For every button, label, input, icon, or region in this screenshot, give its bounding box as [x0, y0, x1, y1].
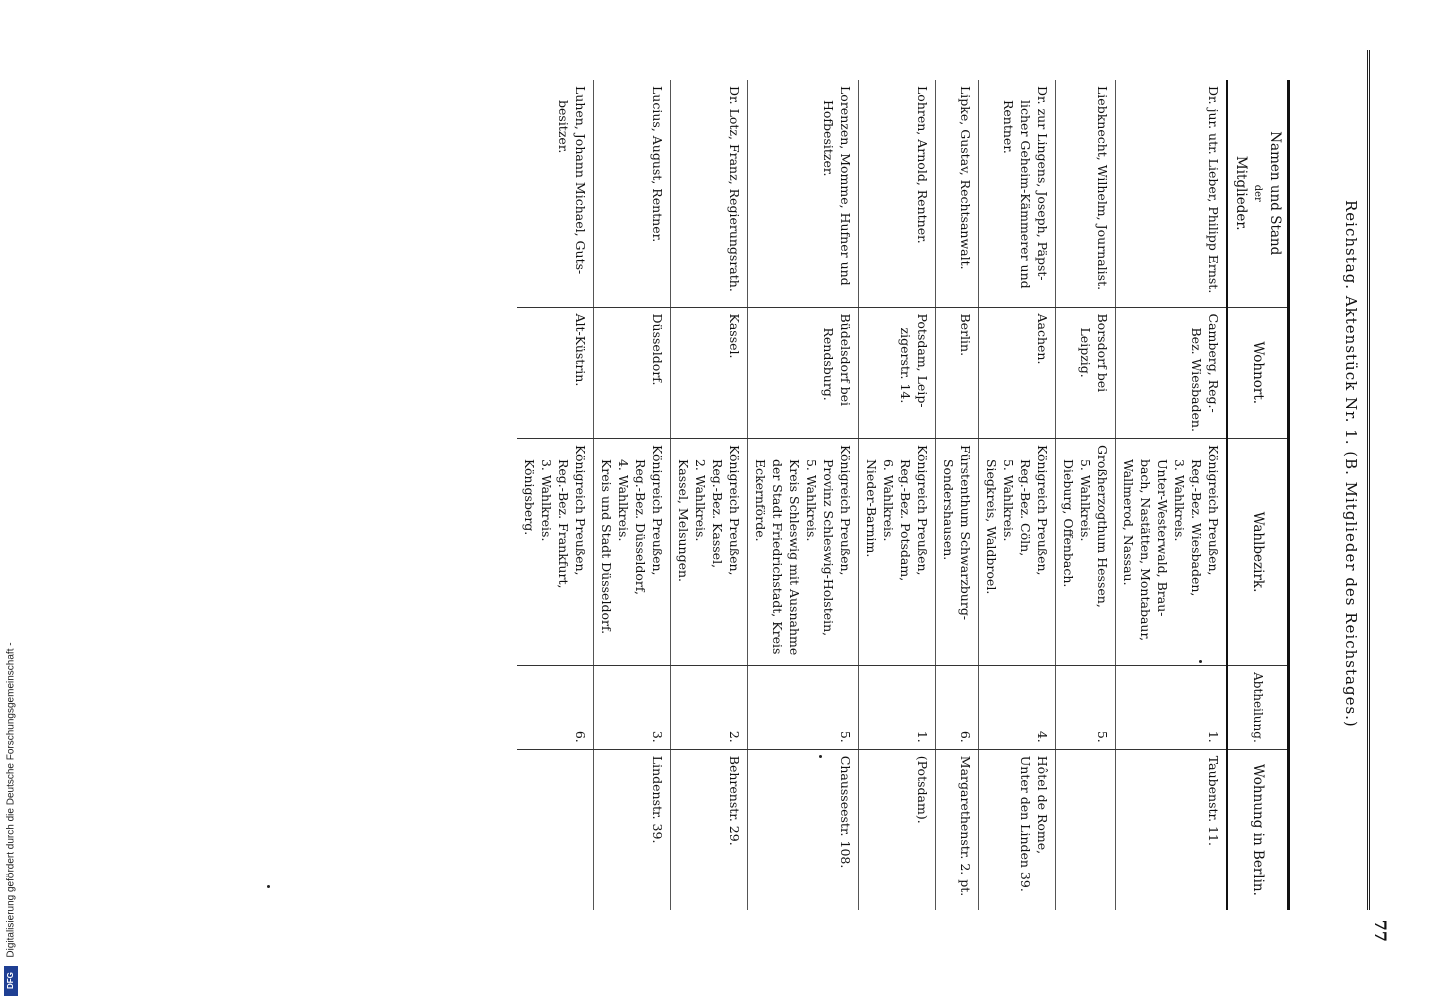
member-district [517, 438, 594, 665]
member-place-line: Büdelsdorf bei [838, 313, 853, 407]
member-place-line: Leipzig. [1078, 327, 1093, 378]
member-district-line: Sondershausen. [941, 458, 956, 561]
member-place-line: Aachen. [1035, 313, 1050, 365]
member-place [748, 307, 859, 438]
member-district-line: Königreich Preußen, [915, 444, 930, 576]
member-name [936, 80, 979, 307]
member-place-line: Potsdam, Leip- [915, 313, 930, 408]
table-row [1056, 80, 1116, 910]
member-place-line: Berlin. [958, 313, 973, 357]
member-district-line: Königreich Preußen, [1206, 444, 1221, 576]
member-name-line: besitzer. [556, 100, 571, 154]
table-row [936, 80, 979, 910]
member-berlin-address [1056, 749, 1116, 910]
member-name-line: Luhen, Johann Michael, Guts- [573, 86, 588, 275]
page-number: 77 [1371, 919, 1390, 942]
member-name-line: licher Geheim-Kämmerer und [1018, 100, 1033, 289]
member-division: 5. [1056, 666, 1116, 750]
member-name [859, 80, 936, 307]
header-name-line: der [1252, 184, 1263, 202]
member-division: 1. [859, 666, 936, 750]
member-berlin-address-line: Unter den Linden 39. [1018, 755, 1033, 892]
header-district: Wahlbezirk. [1227, 438, 1289, 665]
table-body [517, 80, 1227, 910]
member-district-line: Königreich Preußen, [573, 444, 588, 576]
member-division: 2. [671, 666, 748, 750]
member-name-line: Lohren, Arnold, Rentner. [915, 86, 930, 244]
member-place-line: Bez. Wiesbaden. [1189, 327, 1204, 432]
member-district-line: 5. Wahlkreis. [1078, 458, 1093, 542]
member-district-line: 3. Wahlkreis. [539, 458, 554, 542]
member-berlin-address-line: Lindenstr. 39. [650, 755, 665, 844]
member-place [517, 307, 594, 438]
table-row [594, 80, 671, 910]
member-division: 5. [748, 666, 859, 750]
member-place-line: zigerstr. 14. [898, 327, 913, 404]
member-district-line: der Stadt Friedrichstadt, Kreis [770, 458, 785, 655]
member-division: 3. [594, 666, 671, 750]
member-division: 4. [979, 666, 1056, 750]
member-district-line: Reg.-Bez. Potsdam, [898, 458, 913, 582]
member-district-line: Reg.-Bez. Cöln, [1018, 458, 1033, 557]
table-row [979, 80, 1056, 910]
member-district-line: Dieburg, Offenbach. [1061, 458, 1076, 588]
member-name [517, 80, 594, 307]
members-table [517, 80, 1290, 910]
member-district-line: Nieder-Barnim. [864, 458, 879, 558]
member-place-line: Camberg, Reg.- [1206, 313, 1221, 413]
member-place [936, 307, 979, 438]
member-place [594, 307, 671, 438]
member-name-line: Hofbesitzer. [821, 100, 836, 177]
member-district-line: Provinz Schleswig-Holstein, [821, 458, 836, 637]
member-district-line: 4. Wahlkreis. [616, 458, 631, 542]
member-district [936, 438, 979, 665]
table-row [748, 80, 859, 910]
member-district-line: Reg.-Bez. Kassel, [710, 458, 725, 569]
top-rule [1367, 50, 1370, 910]
print-speck [267, 885, 270, 888]
member-district-line: Wallmerod, Nassau. [1121, 458, 1136, 586]
member-district [594, 438, 671, 665]
member-district-line: Königsberg. [522, 458, 537, 536]
member-place-line: Alt-Küstrin. [573, 313, 588, 387]
header-row [1227, 80, 1289, 910]
member-berlin-address-line: (Potsdam). [915, 755, 930, 824]
header-division: Abtheilung. [1227, 666, 1289, 750]
member-district-line: Kreis Schleswig mit Ausnahme [787, 458, 802, 656]
member-berlin-address [859, 749, 936, 910]
member-berlin-address [594, 749, 671, 910]
member-district [671, 438, 748, 665]
member-name [594, 80, 671, 307]
dfg-logo: DFG [4, 966, 18, 996]
member-district [748, 438, 859, 665]
member-berlin-address [517, 749, 594, 910]
member-name-line: Lorenzen, Momme, Hufner und [838, 86, 853, 286]
member-district-line: Unter-Westerwald, Brau- [1155, 458, 1170, 617]
member-district-line: 2. Wahlkreis. [693, 458, 708, 542]
table-row [859, 80, 936, 910]
member-district-line: Reg.-Bez. Wiesbaden, [1189, 458, 1204, 597]
member-district-line: Königreich Preußen, [650, 444, 665, 576]
member-division: 1. [1116, 666, 1228, 750]
member-place-line: Borsdorf bei [1095, 313, 1110, 393]
member-name-line: Rentner. [1001, 100, 1016, 154]
member-district-line: 3. Wahlkreis. [1172, 458, 1187, 542]
member-place-line: Kassel. [727, 313, 742, 359]
member-district-line: Kreis und Stadt Düsseldorf. [599, 458, 614, 635]
member-district [979, 438, 1056, 665]
member-district-line: bach, Nastätten, Montabaur, [1138, 458, 1153, 642]
member-berlin-address-line: Chausseestr. 108. [838, 755, 853, 869]
table-row [1116, 80, 1228, 910]
header-berlin: Wohnung in Berlin. [1227, 749, 1289, 910]
member-district-line: Großherzogthum Hessen, [1095, 444, 1110, 608]
print-speck [1199, 660, 1202, 663]
member-district-line: 5. Wahlkreis. [804, 458, 819, 542]
member-district-line: Königreich Preußen, [727, 444, 742, 576]
member-place [1056, 307, 1116, 438]
member-berlin-address [671, 749, 748, 910]
print-speck [819, 755, 822, 758]
member-name [979, 80, 1056, 307]
member-berlin-address [979, 749, 1056, 910]
digitization-strip [0, 0, 22, 1000]
member-name-line: Lucius, August, Rentner. [650, 86, 665, 243]
member-district-line: Königreich Preußen, [1035, 444, 1050, 576]
member-name [1056, 80, 1116, 307]
member-division: 6. [936, 666, 979, 750]
member-division: 6. [517, 666, 594, 750]
member-name-line: Lipke, Gustav, Rechtsanwalt. [958, 86, 973, 270]
header-name-line: Mitglieder. [1233, 155, 1249, 231]
table-row [517, 80, 594, 910]
member-name-line: Dr. jur. utr. Lieber, Philipp Ernst. [1206, 86, 1221, 294]
member-district [1056, 438, 1116, 665]
digitization-note: Digitalisierung gefördert durch die Deutsche Forschungsgemeinschaft - [5, 642, 17, 958]
member-place [671, 307, 748, 438]
member-name [1116, 80, 1228, 307]
header-name-line: Namen und Stand [1267, 131, 1283, 256]
member-place [1116, 307, 1228, 438]
member-berlin-address-line: Margarethenstr. 2. pt. [958, 755, 973, 897]
member-berlin-address [748, 749, 859, 910]
member-district-line: Kassel, Melsungen. [676, 458, 691, 583]
member-district [859, 438, 936, 665]
member-berlin-address [1116, 749, 1228, 910]
member-berlin-address-line: Taubenstr. 11. [1206, 755, 1221, 846]
member-district-line: Siegkreis, Waldbroel. [984, 458, 999, 595]
member-district-line: Reg.-Bez. Düsseldorf, [633, 458, 648, 596]
running-head: Reichstag. Aktenstück Nr. 1. (B. Mitglieder des Reichstages.) [1342, 200, 1360, 728]
member-district [1116, 438, 1228, 665]
header-place: Wohnort. [1227, 307, 1289, 438]
member-district-line: Eckernförde. [753, 458, 768, 542]
member-district-line: Königreich Preußen, [838, 444, 853, 576]
member-district-line: Fürstenthum Schwarzburg- [958, 444, 973, 621]
member-place [979, 307, 1056, 438]
member-place-line: Düsseldorf. [650, 313, 665, 386]
document-page [80, 50, 1390, 950]
member-name-line: Dr. zur Lingens, Joseph, Päpst- [1035, 86, 1050, 281]
table-row [671, 80, 748, 910]
member-name-line: Liebknecht, Wilhelm, Journalist. [1095, 86, 1110, 291]
member-district-line: 5. Wahlkreis. [1001, 458, 1016, 542]
member-place [859, 307, 936, 438]
member-district-line: Reg.-Bez. Frankfurt, [556, 458, 571, 589]
header-name [1227, 80, 1289, 307]
member-name-line: Dr. Lotz, Franz, Regierungsrath. [727, 86, 742, 292]
member-name [671, 80, 748, 307]
member-name [748, 80, 859, 307]
member-berlin-address-line: Hôtel de Rome, [1035, 755, 1050, 855]
member-berlin-address-line: Behrenstr. 29. [727, 755, 742, 846]
member-berlin-address [936, 749, 979, 910]
member-place-line: Rendsburg. [821, 327, 836, 401]
member-district-line: 6. Wahlkreis. [881, 458, 896, 542]
